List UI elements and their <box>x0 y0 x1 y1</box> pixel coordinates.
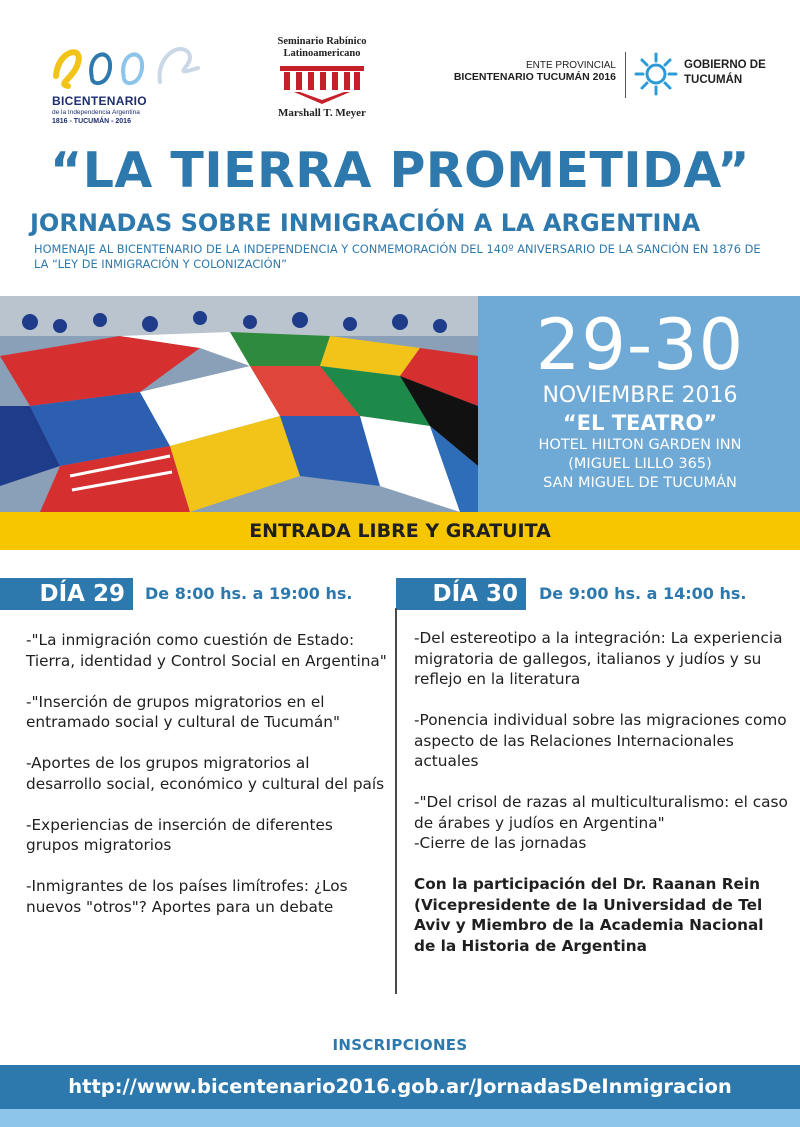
inscripciones-label: INSCRIPCIONES <box>332 1036 468 1054</box>
day29-badge: DÍA 29 <box>0 578 133 610</box>
ente-line2: BICENTENARIO TUCUMÁN 2016 <box>453 71 616 83</box>
page-subtitle: JORNADAS SOBRE INMIGRACIÓN A LA ARGENTINA <box>30 209 701 237</box>
program-item: -"Inserción de grupos migratorios en el entramado social y cultural de Tucumán" <box>26 692 340 731</box>
bicentenario-subtitle: de la Independencia Argentina <box>52 109 140 116</box>
gobierno-text <box>684 58 766 88</box>
participation-note: Con la participación del Dr. Raanan Rein (Vicepresidente de la Universidad de Tel Aviv y Miembro de la Academia Nacional de la Historia de Argentina <box>414 875 764 955</box>
seminario-bottom: Marshall T. Meyer <box>278 107 366 119</box>
event-hotel: HOTEL HILTON GARDEN INN <box>538 437 742 453</box>
free-entry-text: ENTRADA LIBRE Y GRATUITA <box>249 520 551 542</box>
seminario-emblem-icon <box>274 62 370 106</box>
day30-header <box>396 578 796 610</box>
day29-program <box>26 630 388 938</box>
event-venue: “EL TEATRO” <box>562 411 718 435</box>
bicentenario-title: BICENTENARIO <box>52 94 147 108</box>
program-item: -Inmigrantes de los países limítrofes: ¿Los nuevos "otros"? Aportes para un debate <box>26 877 348 916</box>
registration-url-bar <box>0 1065 800 1109</box>
page-title: “LA TIERRA PROMETIDA” <box>50 142 750 199</box>
program-item: -Cierre de las jornadas <box>414 834 587 852</box>
day30-hours: De 9:00 hs. a 14:00 hs. <box>539 584 747 603</box>
registration-link[interactable]: http://www.bicentenario2016.gob.ar/JornadasDeInmigracion <box>68 1075 732 1098</box>
bicentenario-dates: 1816 - TUCUMÁN - 2016 <box>52 118 131 125</box>
event-month: NOVIEMBRE 2016 <box>542 383 738 408</box>
bottom-stripe <box>0 1109 800 1127</box>
bicentenario-swirl-icon <box>48 38 208 98</box>
logos-row <box>0 0 800 140</box>
seminario-line2: Latinoamericano <box>283 48 361 59</box>
event-address: (MIGUEL LILLO 365) <box>568 456 712 472</box>
program-item: -Del estereotipo a la integración: La experiencia migratoria de gallegos, italianos y judíos y su reflejo en la literatura <box>414 629 783 688</box>
day30-program <box>414 628 790 977</box>
program-item: -Aportes de los grupos migratorios al desarrollo social, económico y cultural del país <box>26 754 385 793</box>
ente-line1: ENTE PROVINCIAL <box>525 60 616 71</box>
event-info <box>505 296 775 493</box>
event-dates: 29-30 <box>535 304 745 386</box>
gobierno-line1: GOBIERNO DE <box>684 59 766 71</box>
column-divider <box>395 608 397 994</box>
program-item: -"La inmigración como cuestión de Estado: Tierra, identidad y Control Social en Argentina" <box>26 631 387 670</box>
free-entry-banner <box>0 512 800 550</box>
day29-header <box>0 578 395 610</box>
flags-photo-image <box>0 296 478 512</box>
gobierno-line2: TUCUMÁN <box>684 74 743 86</box>
bicentenario-logo <box>48 38 208 128</box>
program-item: -"Del crisol de razas al multiculturalismo: el caso de árabes y judíos en Argentina" <box>414 793 788 832</box>
seminario-logo <box>262 36 382 126</box>
ente-provincial-logo <box>436 60 616 83</box>
seminario-line1: Seminario Rabínico <box>277 36 367 47</box>
logo-divider <box>625 52 626 98</box>
event-city: SAN MIGUEL DE TUCUMÁN <box>543 475 737 491</box>
homenaje-text: HOMENAJE AL BICENTENARIO DE LA INDEPENDENCIA Y CONMEMORACIÓN DEL 140º ANIVERSARIO DE LA SANCIÓN EN 1876 DE LA “LEY DE INMIGRACIÓN Y COLONIZACIÓN” <box>34 242 761 271</box>
flags-photo <box>0 296 478 512</box>
day29-hours: De 8:00 hs. a 19:00 hs. <box>145 584 353 603</box>
hero-section <box>0 296 800 512</box>
program-item: -Experiencias de inserción de diferentes grupos migratorios <box>26 815 333 854</box>
program-item: -Ponencia individual sobre las migraciones como aspecto de las Relaciones Internacionales actuales <box>414 711 787 770</box>
gobierno-logo <box>634 52 784 98</box>
sun-emblem-icon <box>634 52 678 96</box>
day30-badge: DÍA 30 <box>396 578 526 610</box>
